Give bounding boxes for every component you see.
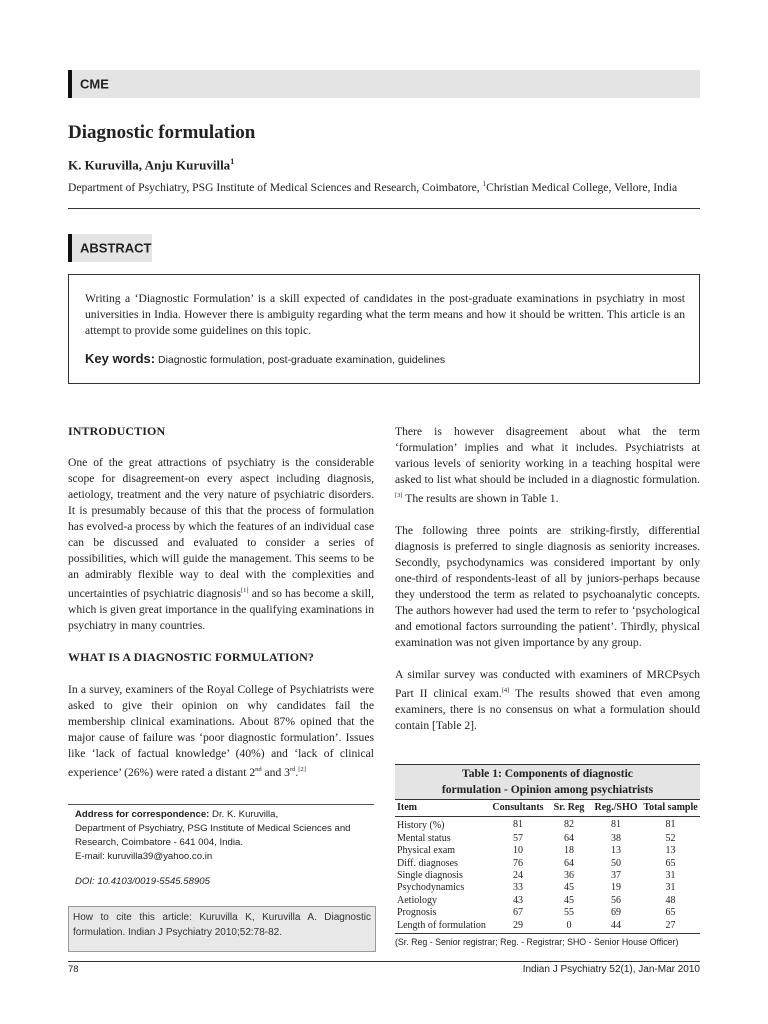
table1-row bbox=[395, 920, 700, 933]
right-p3-tail: The results showed that even among examiners, there is no consensus on what a formulation should contain [Table 2]. bbox=[395, 686, 700, 732]
table1-cell: 31 bbox=[665, 870, 676, 882]
correspondence-line1 bbox=[75, 808, 371, 822]
correspondence-name: Dr. K. Kuruvilla, bbox=[209, 809, 279, 820]
table1-cell: 33 bbox=[513, 882, 523, 894]
table1-cell: 52 bbox=[665, 832, 676, 844]
abstract-label-mark bbox=[68, 234, 72, 262]
table1-cell: Mental status bbox=[397, 832, 451, 844]
section-label-bar bbox=[68, 70, 700, 98]
what-sup1: nd bbox=[255, 765, 262, 773]
table1-cell: 29 bbox=[513, 920, 523, 932]
right-p1-ref: [3] bbox=[395, 492, 403, 499]
table1-cell: 18 bbox=[564, 845, 574, 857]
what-paragraph bbox=[68, 682, 374, 781]
table1-cell: 36 bbox=[564, 870, 574, 882]
table1-title-line1: Table 1: Components of diagnostic bbox=[462, 767, 633, 780]
intro-ref: [1] bbox=[240, 587, 249, 594]
table1-cell: 37 bbox=[611, 870, 621, 882]
authors-sup: 1 bbox=[230, 157, 235, 166]
correspondence-rule bbox=[68, 804, 374, 805]
table1-cell: 55 bbox=[564, 907, 574, 919]
table1-cell: 81 bbox=[665, 818, 676, 830]
abstract-text: Writing a ‘Diagnostic Formulation’ is a skill expected of candidates in the post-graduate examinations in psychiatry in most universities in India. However there is ambiguity regarding what the term means and how it should be written. This article is an attempt to provide some guidelines on this topic. bbox=[85, 292, 685, 337]
footer-page-number: 78 bbox=[68, 964, 79, 975]
keywords-label: Key words: bbox=[85, 351, 156, 366]
table1-cell: 38 bbox=[611, 832, 621, 844]
right-paragraph-3 bbox=[395, 667, 700, 734]
table1-cell: 57 bbox=[513, 832, 523, 844]
table1-cell: 13 bbox=[665, 845, 676, 857]
table1-row bbox=[395, 845, 700, 857]
what-dot: . bbox=[295, 765, 299, 779]
table1-cell: Diff. diagnoses bbox=[397, 857, 458, 869]
table1-header-row bbox=[395, 800, 700, 816]
intro-heading: INTRODUCTION bbox=[68, 424, 166, 438]
cite-text: How to cite this article: Kuruvilla K, Kuruvilla A. Diagnostic formulation. Indian J Psychiatry 2010;52:78-82. bbox=[73, 912, 371, 938]
section-label-mark bbox=[68, 70, 72, 98]
right-paragraph-1 bbox=[395, 424, 700, 507]
table1-footnote: (Sr. Reg - Senior registrar; Reg. - Registrar; SHO - Senior House Officer) bbox=[395, 937, 679, 948]
correspondence bbox=[75, 808, 371, 889]
table1-cell: 76 bbox=[513, 857, 523, 869]
table1-cell: Prognosis bbox=[397, 907, 437, 919]
left-column bbox=[68, 424, 374, 781]
footer-rule bbox=[68, 961, 700, 962]
table1-cell: 82 bbox=[564, 818, 574, 830]
table1-cell: 67 bbox=[513, 907, 523, 919]
abstract-box bbox=[68, 274, 700, 384]
table1-row bbox=[395, 870, 700, 882]
table1-cell: 50 bbox=[611, 857, 621, 869]
table1-cell: 65 bbox=[665, 857, 676, 869]
table1-cell: 0 bbox=[566, 920, 572, 932]
intro-paragraph bbox=[68, 455, 374, 634]
table1-cell: 56 bbox=[611, 894, 621, 906]
correspondence-line2: Department of Psychiatry, PSG Institute of Medical Sciences and Research, Coimbatore - 641 004, India. bbox=[75, 823, 351, 848]
table1-header-cell: Total sample bbox=[643, 802, 698, 813]
table1-cell: Length of formulation bbox=[397, 919, 486, 931]
table1-cell: 19 bbox=[611, 882, 621, 894]
what-p1: In a survey, examiners of the Royal College of Psychiatrists were asked to give their opinion on why candidates fail the membership clinical examinations. About 87% opined that the major cause of failure was ‘poor diagnostic formulation’. Issues like ‘lack of factual knowledge’ (40%) and ‘lack of clinical experience’ (26%) were rated a distant 2 bbox=[68, 682, 374, 779]
table1-row bbox=[395, 882, 700, 894]
table1 bbox=[395, 764, 700, 948]
affiliation-b: Christian Medical College, Vellore, India bbox=[486, 180, 678, 194]
table1-cell: 31 bbox=[665, 882, 676, 894]
header-rule bbox=[68, 208, 700, 209]
intro-p1: One of the great attractions of psychiatry is the considerable scope for disagreement-on every aspect including diagnosis, aetiology, treatment and the very nature of psychiatric disorders. It is presumably because of this that the process of formulation has evolved-a process by which the features of an individual case can be discussed and evaluated to consider a series of possibilities, which will guide the management. This seems to be an admirably flexible way to deal with the complexities and uncertainties of psychiatric diagnosis bbox=[68, 456, 374, 600]
abstract-label: ABSTRACT bbox=[80, 240, 152, 256]
authors-names: K. Kuruvilla, Anju Kuruvilla bbox=[68, 157, 231, 173]
table1-cell: 43 bbox=[513, 894, 523, 906]
table1-cell: 69 bbox=[611, 907, 621, 919]
table1-bottom-rule-row bbox=[395, 933, 700, 934]
what-ref: [2] bbox=[298, 765, 306, 773]
table1-cell: 45 bbox=[564, 894, 574, 906]
keywords-text: Diagnostic formulation, post-graduate examination, guidelines bbox=[158, 354, 446, 366]
table1-row bbox=[395, 858, 700, 870]
table1-cell: History (%) bbox=[397, 820, 445, 832]
table1-header-cell: Item bbox=[397, 802, 417, 813]
article-title: Diagnostic formulation bbox=[68, 122, 256, 143]
table1-title-line2: formulation - Opinion among psychiatrists bbox=[441, 783, 654, 796]
table1-row bbox=[395, 833, 700, 845]
table1-title-box bbox=[395, 764, 700, 799]
table1-cell: 48 bbox=[665, 894, 676, 906]
table1-cell: 64 bbox=[564, 857, 574, 869]
section-label: CME bbox=[80, 76, 109, 92]
table1-header-cell: Reg./SHO bbox=[594, 802, 638, 813]
right-p1: There is however disagreement about what the term ‘formulation’ implies and what it includes. Psychiatrists at various levels of seniority working in a teaching hospital were asked to list what should be included in a diagnostic formulation. bbox=[395, 425, 700, 486]
table1-cell: 13 bbox=[611, 845, 621, 857]
table1-header-cell: Consultants bbox=[492, 802, 544, 813]
right-p3-ref: [4] bbox=[501, 686, 510, 694]
intro-p1-tail: and so has become a skill, which is given great importance in the qualifying examinations in psychiatry in many countries. bbox=[68, 586, 374, 632]
correspondence-label: Address for correspondence: bbox=[75, 809, 210, 820]
table1-cell: 24 bbox=[513, 870, 523, 882]
table1-header-cell: Sr. Reg bbox=[553, 802, 585, 813]
table1-cell: Aetiology bbox=[397, 894, 437, 906]
affiliation bbox=[68, 176, 702, 196]
table1-cell: 64 bbox=[564, 832, 574, 844]
right-p3: A similar survey was conducted with examiners of MRCPsych Part II clinical exam. bbox=[395, 667, 700, 700]
correspondence-doi[interactable]: DOI: 10.4103/0019-5545.58905 bbox=[75, 876, 210, 887]
table1-cell: Single diagnosis bbox=[397, 870, 463, 882]
keywords bbox=[85, 351, 685, 366]
what-sup2: rd bbox=[289, 765, 296, 773]
table1-cell: 27 bbox=[665, 920, 676, 932]
table1-cell: Psychodynamics bbox=[397, 882, 465, 894]
right-p1-tail: The results are shown in Table 1. bbox=[402, 491, 559, 505]
affiliation-sup: 1 bbox=[482, 180, 487, 188]
table1-grid bbox=[395, 800, 700, 934]
what-mid: and 3 bbox=[261, 765, 290, 779]
footer-journal: Indian J Psychiatry 52(1), Jan-Mar 2010 bbox=[522, 964, 700, 975]
table1-cell: 45 bbox=[564, 882, 574, 894]
authors bbox=[68, 157, 234, 173]
table1-cell: Physical exam bbox=[397, 845, 456, 857]
correspondence-email[interactable]: E-mail: kuruvilla39@yahoo.co.in bbox=[75, 851, 213, 862]
what-heading: WHAT IS A DIAGNOSTIC FORMULATION? bbox=[68, 649, 315, 664]
affiliation-a: Department of Psychiatry, PSG Institute of Medical Sciences and Research, Coimbatore, bbox=[68, 180, 483, 194]
table1-cell: 65 bbox=[665, 907, 676, 919]
table1-cell: 81 bbox=[513, 818, 523, 830]
abstract-label-bar bbox=[68, 234, 152, 262]
table1-row bbox=[395, 895, 700, 907]
table1-row bbox=[395, 907, 700, 919]
right-column bbox=[395, 424, 700, 734]
table1-cell: 10 bbox=[513, 845, 523, 857]
right-paragraph-2: The following three points are striking-firstly, differential diagnosis is preferred to single diagnosis as seniority increases. Secondly, psychodynamics was considered important by only one-third of respondents-least of all by juniors-perhaps because they understood the term as related to psychoanalytic concepts. The authors however had used the term to refer to ‘psychological and emotional factors surrounding the patient’. Thirdly, physical examination was not given importance by any group. bbox=[395, 523, 700, 649]
cite-box bbox=[68, 906, 376, 952]
table1-cell: 81 bbox=[611, 818, 621, 830]
table1-row bbox=[395, 817, 700, 832]
table1-cell: 44 bbox=[611, 920, 621, 932]
